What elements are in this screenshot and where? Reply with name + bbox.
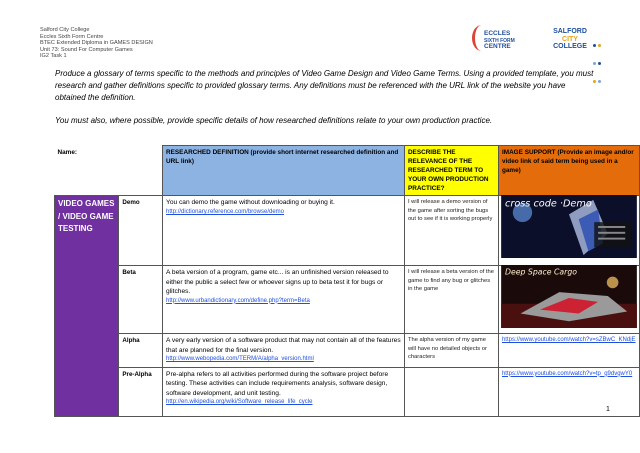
- definition-text: You can demo the game without downloading or buying it.: [166, 199, 335, 207]
- table-row: [55, 334, 640, 367]
- svg-text:Deep Space Cargo: Deep Space Cargo: [504, 268, 577, 278]
- header-line: Salford City College: [40, 27, 90, 33]
- definition-link[interactable]: http://en.wikipedia.org/wiki/Software_release_life_cycle: [166, 398, 313, 405]
- definition-cell: [163, 334, 405, 367]
- glossary-table: [54, 145, 640, 417]
- definition-text: A beta version of a program, game etc... is an unfinished version released to either the public a select few or whoever signs up to beta test it for bugs or glitches.: [166, 269, 389, 296]
- header-line: Unit 73: Sound For Computer Games: [40, 46, 133, 53]
- video-link[interactable]: https://www.youtube.com/watch?v=tp_g9dvgwY0: [501, 370, 633, 377]
- relevance-cell: I will release a demo version of the game after sorting the bugs out to see if it is working properly: [404, 196, 498, 266]
- term-demo: Demo: [119, 196, 163, 266]
- header-line: Eccles Sixth Form Centre: [40, 33, 104, 40]
- term-alpha: Alpha: [119, 334, 163, 367]
- definition-link[interactable]: http://dictionary.reference.com/browse/demo: [166, 208, 284, 215]
- video-link[interactable]: https://www.youtube.com/watch?v=sZBwC_KNdjE: [501, 337, 636, 344]
- table-row: [55, 196, 640, 266]
- term-pre-alpha: Pre-Alpha: [119, 367, 163, 416]
- task-description: Produce a glossary of terms specific to the methods and principles of Video Game Design and Video Game Terms. Using a provided template, you must research and gather definitions specific to provided glossary terms. Any definitions must be referenced with the URL link of the website you have obtained the definition.: [55, 69, 594, 103]
- column-header-definition: RESEARCHED DEFINITION (provide short internet researched definition and URL link): [163, 146, 405, 196]
- document-header: [40, 27, 153, 60]
- task-note: You must also, where possible, provide specific details of how researched definitions relate to your own production practice.: [55, 116, 493, 125]
- definition-cell: [163, 196, 405, 266]
- image-cell: [498, 367, 639, 416]
- definition-link[interactable]: http://www.webopedia.com/TERM/A/alpha_version.html: [166, 356, 314, 363]
- column-header-relevance: DESCRIBE THE RELEVANCE OF THE RESEARCHED TERM TO YOUR OWN PRODUCTION PRACTICE?: [404, 146, 498, 196]
- svg-text:cross code ·Demo: cross code ·Demo: [504, 199, 592, 211]
- image-cell: [498, 196, 639, 266]
- relevance-cell: The alpha version of my game will have no detailed objects or characters: [404, 334, 498, 367]
- term-beta: Beta: [119, 266, 163, 334]
- relevance-cell: I will release a beta version of the game to find any bug or glitches in the game: [404, 266, 498, 334]
- table-row: [55, 367, 640, 416]
- definition-text: A very early version of a software product that may not contain all of the features that are planned for the final version.: [166, 337, 401, 354]
- column-header-image: IMAGE SUPPORT (Provide an image and/or video link of said term being used in a game): [498, 146, 639, 196]
- definition-text: Pre-alpha refers to all activities performed during the software project before testing. These activities can include requirements analysis, software design, software development, and unit testing.: [166, 370, 389, 397]
- salford-city-college-logo: SALFORD CITY COLLEGE: [548, 28, 604, 54]
- relevance-cell: [404, 367, 498, 416]
- name-label: Name:: [57, 148, 78, 156]
- definition-cell: [163, 266, 405, 334]
- eccles-logo: ECCLES SIXTH FORM CENTRE: [472, 25, 532, 55]
- page-number: 1: [606, 406, 610, 413]
- header-line: BTEC Extended Diploma in GAMES DESIGN: [40, 40, 153, 47]
- table-header-row: [55, 146, 640, 196]
- crosscode-demo-screenshot: [499, 195, 639, 258]
- table-row: [55, 266, 640, 334]
- definition-link[interactable]: http://www.urbandictionary.com/define.php?term=Beta: [166, 297, 310, 304]
- image-cell: [498, 266, 639, 334]
- header-line: IG2 Task 1: [40, 53, 67, 60]
- category-cell: VIDEO GAMES / VIDEO GAME TESTING: [55, 196, 119, 416]
- image-cell: [498, 334, 639, 367]
- deep-space-cargo-screenshot: [499, 265, 639, 328]
- definition-cell: [163, 367, 405, 416]
